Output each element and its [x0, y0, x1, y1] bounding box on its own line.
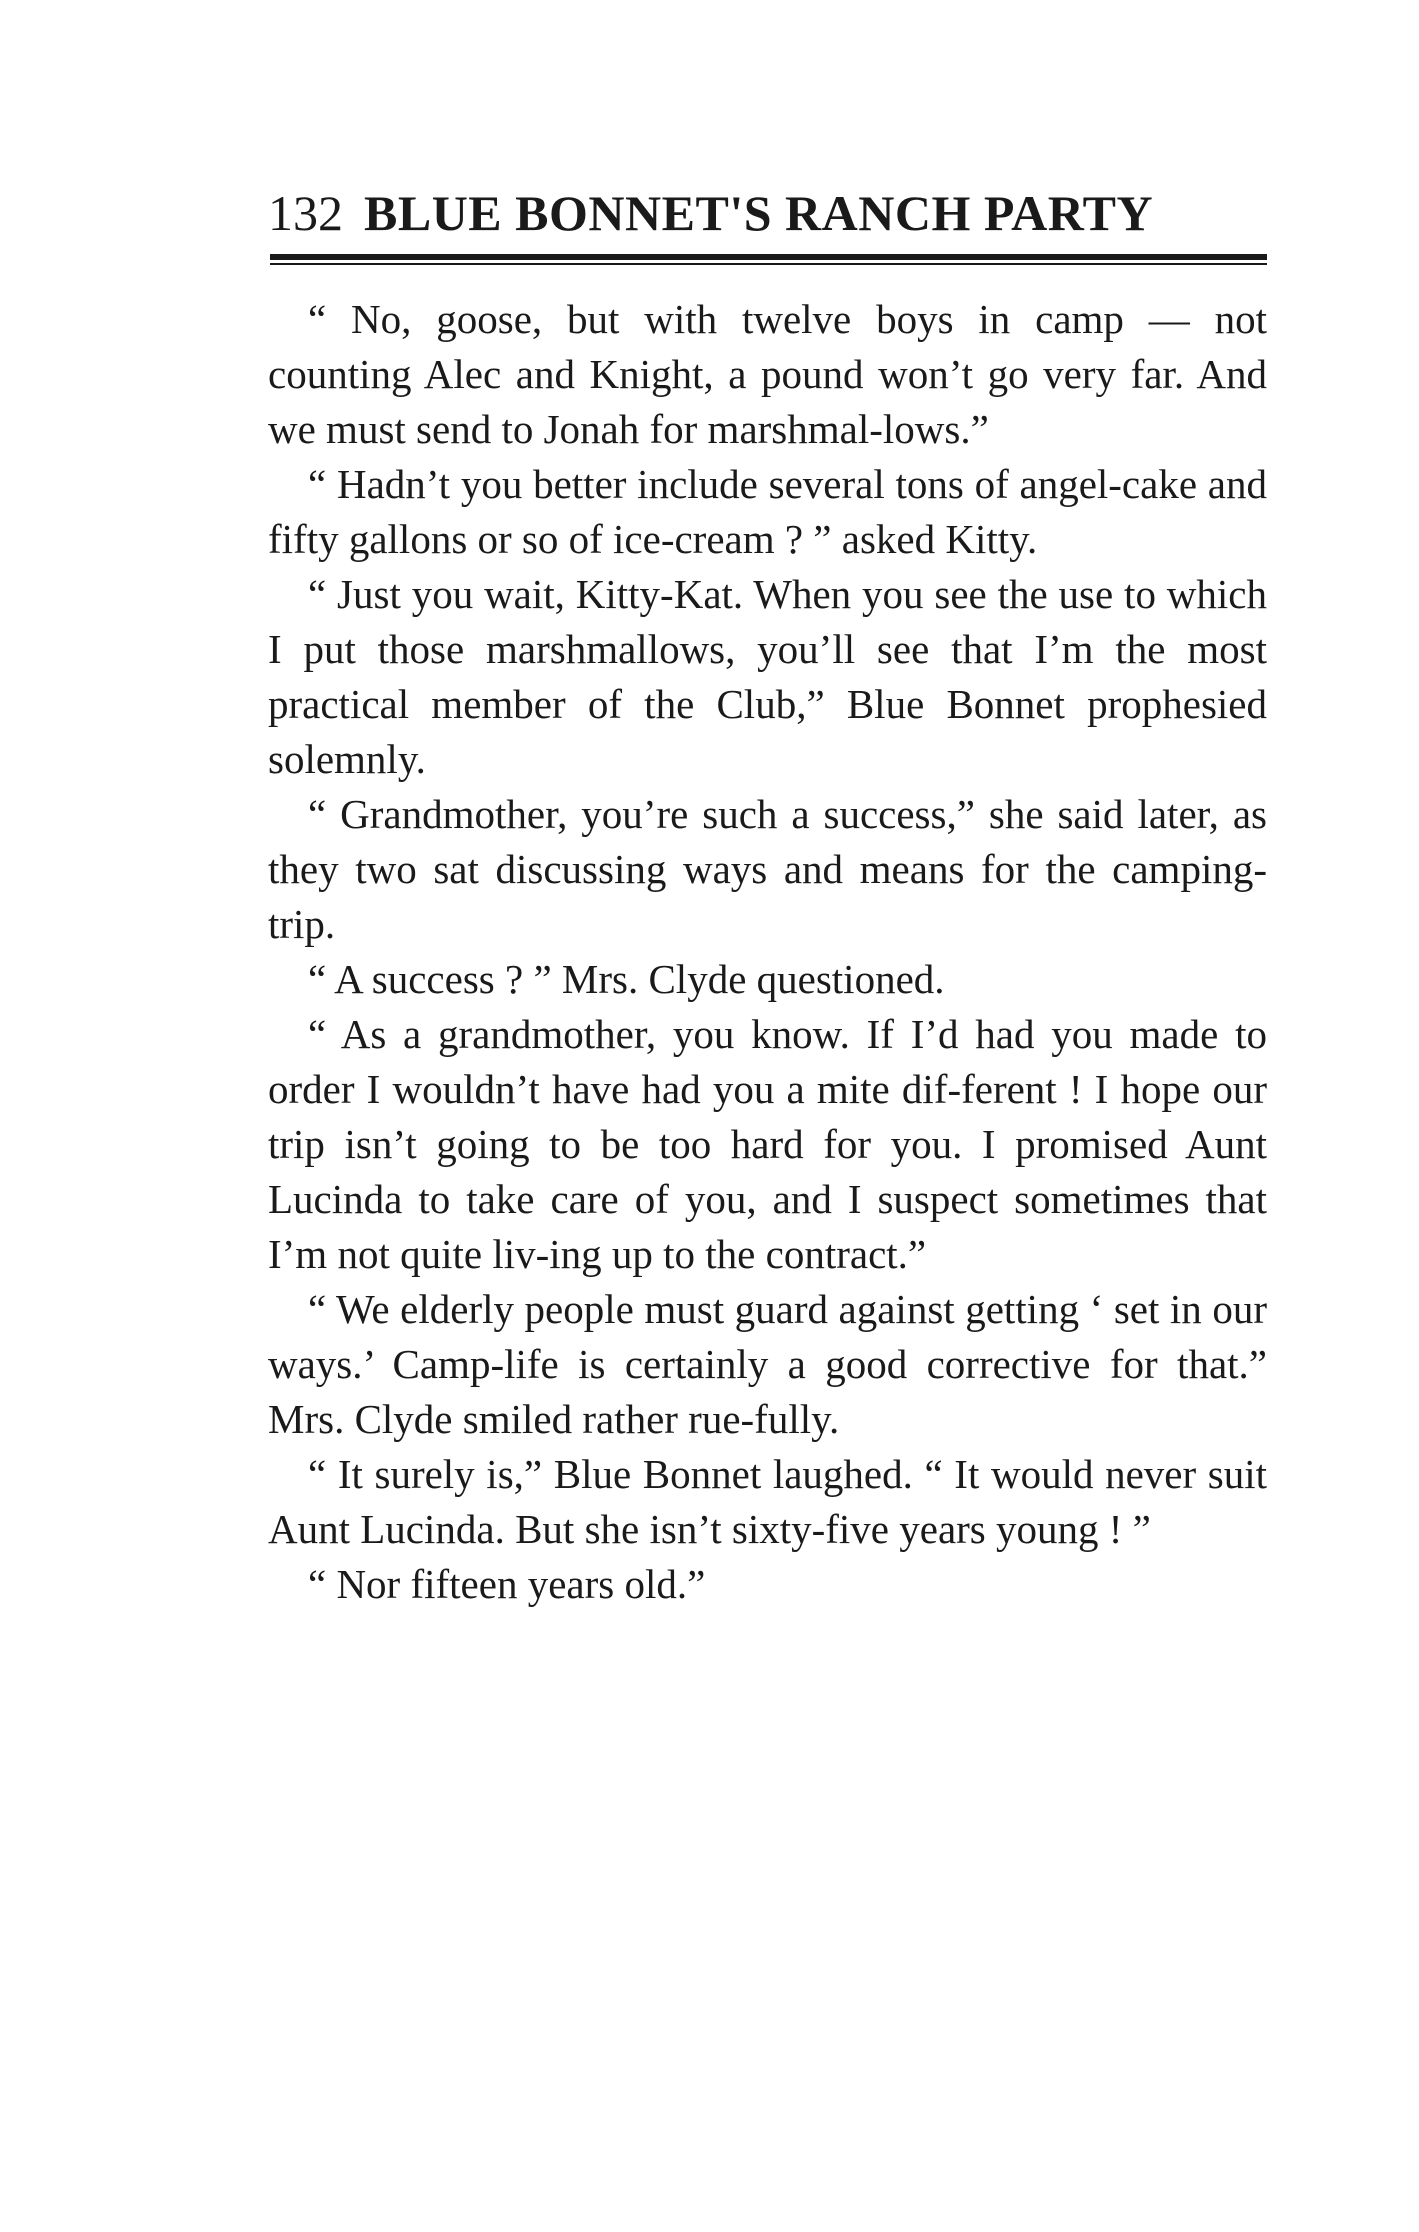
paragraph: “ Hadn’t you better include several tons of angel-cake and fifty gallons or so of ice-cream ? ” asked Kitty. [268, 461, 1267, 562]
paragraph: “ No, goose, but with twelve boys in camp — not counting Alec and Knight, a pound won’t go very far. And we must send to Jonah for marshmal-lows.” [268, 296, 1267, 452]
body-text [268, 292, 1267, 1612]
paragraph: “ As a grandmother, you know. If I’d had you made to order I wouldn’t have had you a mite dif-ferent ! I hope our trip isn’t going to be too hard for you. I promised Aunt Lucinda to take care of you, and I suspect sometimes that I’m not quite liv-ing up to the contract.” [268, 1011, 1267, 1277]
page-header [268, 178, 1267, 248]
paragraph: “ Grandmother, you’re such a success,” she said later, as they two sat discussing ways and means for the camping-trip. [268, 791, 1267, 947]
paragraph: “ We elderly people must guard against getting ‘ set in our ways.’ Camp-life is certainly a good corrective for that.” Mrs. Clyde smiled rather rue-fully. [268, 1286, 1267, 1442]
paragraph: “ A success ? ” Mrs. Clyde questioned. [308, 956, 945, 1002]
running-title: BLUE BONNET'S RANCH PARTY [364, 185, 1154, 241]
paragraph: “ Just you wait, Kitty-Kat. When you see the use to which I put those marshmallows, you’ll see that I’m the most practical member of the Club,” Blue Bonnet prophesied solemnly. [268, 571, 1267, 782]
paragraph: “ It surely is,” Blue Bonnet laughed. “ It would never suit Aunt Lucinda. But she isn’t sixty-five years young ! ” [268, 1451, 1267, 1552]
header-rule-thin [270, 263, 1267, 265]
paragraph: “ Nor fifteen years old.” [308, 1561, 706, 1607]
page-number: 132 [268, 185, 343, 241]
header-rule-thick [270, 254, 1267, 260]
